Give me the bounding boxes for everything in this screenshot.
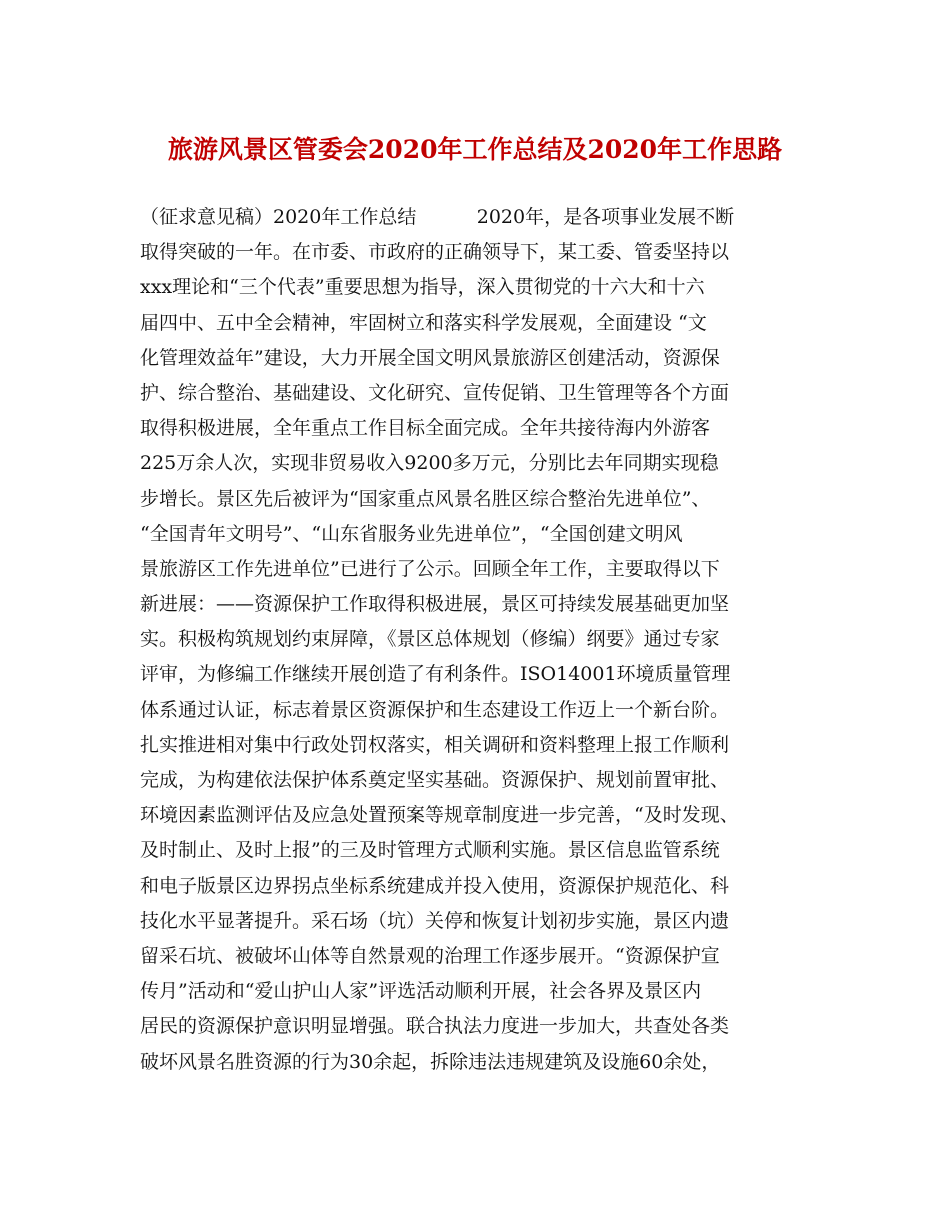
body-line: 实。积极构筑规划约束屏障，《景区总体规划（修编）纲要》通过专家	[140, 628, 720, 651]
body-line: 破坏风景名胜资源的行为30余起，拆除违法违规建筑及设施60余处，	[140, 1050, 721, 1073]
body-line: 届四中、五中全会精神，牢固树立和落实科学发展观，全面建设 “文	[140, 311, 707, 334]
body-line: 化管理效益年”建设，大力开展全国文明风景旅游区创建活动，资源保	[140, 346, 720, 369]
body-line: 护、综合整治、基础建设、文化研究、宣传促销、卫生管理等各个方面	[140, 381, 730, 404]
document-title: 旅游风景区管委会2020年工作总结及2020年工作思路	[167, 135, 783, 164]
body-line: xxx理论和“三个代表”重要思想为指导，深入贯彻党的十六大和十六	[140, 276, 705, 299]
body-line: 环境因素监测评估及应急处置预案等规章制度进一步完善，“及时发现、	[140, 804, 739, 827]
body-line: 及时制止、及时上报”的三及时管理方式顺利实施。景区信息监管系统	[140, 839, 720, 862]
body-line: 景旅游区工作先进单位”已进行了公示。回顾全年工作，主要取得以下	[140, 557, 720, 580]
body-line: 传月”活动和“爱山护山人家”评选活动顺利开展，社会各界及景区内	[140, 980, 702, 1003]
body-line: （征求意见稿）2020年工作总结 2020年，是各项事业发展不断	[140, 206, 735, 228]
body-line: “全国青年文明号”、“山东省服务业先进单位”，“全国创建文明风	[140, 522, 683, 545]
body-line: 新进展：——资源保护工作取得积极进展，景区可持续发展基础更加坚	[140, 593, 730, 616]
body-line: 步增长。景区先后被评为“国家重点风景名胜区综合整治先进单位”、	[140, 487, 711, 510]
document-body	[140, 200, 830, 1080]
body-line: 取得积极进展，全年重点工作目标全面完成。全年共接待海内外游客	[140, 417, 711, 440]
body-line: 和电子版景区边界拐点坐标系统建成并投入使用，资源保护规范化、科	[140, 874, 730, 897]
body-line: 扎实推进相对集中行政处罚权落实，相关调研和资料整理上报工作顺利	[140, 733, 730, 756]
body-line: 居民的资源保护意识明显增强。联合执法力度进一步加大，共查处各类	[140, 1015, 730, 1038]
body-line: 体系通过认证，标志着景区资源保护和生态建设工作迈上一个新台阶。	[140, 698, 730, 721]
body-line: 225万余人次，实现非贸易收入9200多万元，分别比去年同期实现稳	[140, 452, 719, 475]
body-line: 留采石坑、被破坏山体等自然景观的治理工作逐步展开。“资源保护宣	[140, 944, 720, 967]
body-line: 取得突破的一年。在市委、市政府的正确领导下，某工委、管委坚持以	[140, 241, 730, 264]
body-line: 评审，为修编工作继续开展创造了有利条件。ISO14001环境质量管理	[140, 663, 731, 686]
body-line: 完成，为构建依法保护体系奠定坚实基础。资源保护、规划前置审批、	[140, 769, 730, 791]
body-line: 技化水平显著提升。采石场（坑）关停和恢复计划初步实施，景区内遗	[140, 909, 730, 932]
